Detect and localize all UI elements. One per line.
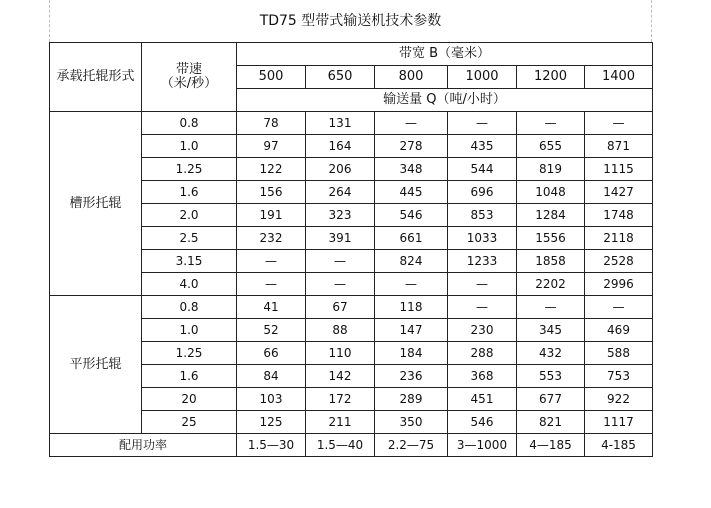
capacity-cell: — <box>517 112 585 135</box>
capacity-cell: 819 <box>517 158 585 181</box>
capacity-cell: 147 <box>375 319 448 342</box>
capacity-cell: — <box>306 250 375 273</box>
capacity-cell: 1048 <box>517 181 585 204</box>
capacity-cell: 156 <box>237 181 306 204</box>
capacity-cell: 103 <box>237 388 306 411</box>
capacity-cell: 871 <box>585 135 653 158</box>
roller-group-label: 平形托辊 <box>50 296 142 434</box>
capacity-cell: 922 <box>585 388 653 411</box>
belt-width-header: 带宽 B（毫米） <box>237 43 653 66</box>
speed-cell: 20 <box>142 388 237 411</box>
capacity-cell: 164 <box>306 135 375 158</box>
power-cell: 2.2—75 <box>375 434 448 457</box>
capacity-cell: 211 <box>306 411 375 434</box>
capacity-cell: 655 <box>517 135 585 158</box>
power-cell: 4—185 <box>517 434 585 457</box>
capacity-cell: 445 <box>375 181 448 204</box>
capacity-cell: 368 <box>448 365 517 388</box>
capacity-cell: 41 <box>237 296 306 319</box>
speed-header-label: 带速 <box>175 62 202 77</box>
capacity-cell: 1033 <box>448 227 517 250</box>
capacity-cell: — <box>448 296 517 319</box>
speed-cell: 2.5 <box>142 227 237 250</box>
capacity-cell: 118 <box>375 296 448 319</box>
capacity-cell: 84 <box>237 365 306 388</box>
capacity-cell: — <box>585 296 653 319</box>
capacity-cell: — <box>237 273 306 296</box>
capacity-cell: 432 <box>517 342 585 365</box>
capacity-cell: — <box>448 112 517 135</box>
capacity-cell: 110 <box>306 342 375 365</box>
belt-width-cell: 1200 <box>517 66 585 89</box>
speed-cell: 1.6 <box>142 365 237 388</box>
capacity-cell: 67 <box>306 296 375 319</box>
power-row <box>50 434 653 457</box>
speed-cell: 2.0 <box>142 204 237 227</box>
belt-width-cell: 500 <box>237 66 306 89</box>
speed-cell: 1.0 <box>142 135 237 158</box>
capacity-cell: 142 <box>306 365 375 388</box>
capacity-cell: 2996 <box>585 273 653 296</box>
belt-width-cell: 800 <box>375 66 448 89</box>
capacity-cell: 1115 <box>585 158 653 181</box>
header-row-1 <box>50 43 653 66</box>
table-row <box>50 296 653 319</box>
capacity-cell: 236 <box>375 365 448 388</box>
capacity-cell: 125 <box>237 411 306 434</box>
capacity-cell: 1284 <box>517 204 585 227</box>
capacity-cell: 1427 <box>585 181 653 204</box>
capacity-cell: 1748 <box>585 204 653 227</box>
power-cell: 1.5—30 <box>237 434 306 457</box>
belt-width-cell: 1400 <box>585 66 653 89</box>
capacity-cell: 1117 <box>585 411 653 434</box>
table-row <box>50 112 653 135</box>
speed-header-unit: （米/秒） <box>160 76 218 91</box>
capacity-cell: 1556 <box>517 227 585 250</box>
capacity-cell: — <box>517 296 585 319</box>
capacity-cell: 435 <box>448 135 517 158</box>
speed-cell: 0.8 <box>142 296 237 319</box>
capacity-cell: 677 <box>517 388 585 411</box>
capacity-cell: 348 <box>375 158 448 181</box>
capacity-cell: 345 <box>517 319 585 342</box>
capacity-cell: 172 <box>306 388 375 411</box>
capacity-cell: 588 <box>585 342 653 365</box>
capacity-cell: 191 <box>237 204 306 227</box>
table-body <box>50 43 653 457</box>
capacity-cell: 289 <box>375 388 448 411</box>
speed-cell: 0.8 <box>142 112 237 135</box>
capacity-cell: 52 <box>237 319 306 342</box>
power-cell: 3—1000 <box>448 434 517 457</box>
speed-cell: 3.15 <box>142 250 237 273</box>
capacity-cell: — <box>585 112 653 135</box>
capacity-cell: 821 <box>517 411 585 434</box>
capacity-cell: 2202 <box>517 273 585 296</box>
capacity-cell: 391 <box>306 227 375 250</box>
speed-cell: 1.25 <box>142 158 237 181</box>
power-label: 配用功率 <box>50 434 237 457</box>
capacity-cell: 278 <box>375 135 448 158</box>
speed-cell: 1.0 <box>142 319 237 342</box>
capacity-cell: — <box>448 273 517 296</box>
roller-group-label: 槽形托辊 <box>50 112 142 296</box>
capacity-cell: 546 <box>375 204 448 227</box>
speed-cell: 4.0 <box>142 273 237 296</box>
capacity-cell: 696 <box>448 181 517 204</box>
table-title: TD75 型带式输送机技术参数 <box>259 13 442 29</box>
speed-cell: 1.25 <box>142 342 237 365</box>
capacity-cell: 350 <box>375 411 448 434</box>
capacity-cell: 206 <box>306 158 375 181</box>
capacity-cell: 753 <box>585 365 653 388</box>
capacity-cell: 97 <box>237 135 306 158</box>
spec-table <box>49 42 653 457</box>
roller-type-header: 承载托辊形式 <box>50 43 142 112</box>
capacity-cell: 122 <box>237 158 306 181</box>
speed-cell: 1.6 <box>142 181 237 204</box>
capacity-cell: 544 <box>448 158 517 181</box>
capacity-cell: 230 <box>448 319 517 342</box>
power-cell: 4-185 <box>585 434 653 457</box>
capacity-cell: 184 <box>375 342 448 365</box>
capacity-cell: 131 <box>306 112 375 135</box>
capacity-cell: — <box>375 273 448 296</box>
capacity-cell: 2118 <box>585 227 653 250</box>
capacity-cell: — <box>306 273 375 296</box>
capacity-cell: 323 <box>306 204 375 227</box>
capacity-cell: 288 <box>448 342 517 365</box>
power-cell: 1.5—40 <box>306 434 375 457</box>
capacity-header: 输送量 Q（吨/小时） <box>237 89 653 112</box>
capacity-cell: 853 <box>448 204 517 227</box>
capacity-cell: — <box>237 250 306 273</box>
capacity-cell: 1233 <box>448 250 517 273</box>
capacity-cell: 264 <box>306 181 375 204</box>
capacity-cell: 546 <box>448 411 517 434</box>
speed-cell: 25 <box>142 411 237 434</box>
capacity-cell: 78 <box>237 112 306 135</box>
capacity-cell: 1858 <box>517 250 585 273</box>
capacity-cell: 469 <box>585 319 653 342</box>
capacity-cell: 66 <box>237 342 306 365</box>
belt-width-cell: 1000 <box>448 66 517 89</box>
capacity-cell: 824 <box>375 250 448 273</box>
capacity-cell: 661 <box>375 227 448 250</box>
speed-header <box>142 43 237 112</box>
belt-width-cell: 650 <box>306 66 375 89</box>
capacity-cell: 553 <box>517 365 585 388</box>
capacity-cell: 88 <box>306 319 375 342</box>
capacity-cell: 451 <box>448 388 517 411</box>
capacity-cell: 232 <box>237 227 306 250</box>
capacity-cell: — <box>375 112 448 135</box>
capacity-cell: 2528 <box>585 250 653 273</box>
